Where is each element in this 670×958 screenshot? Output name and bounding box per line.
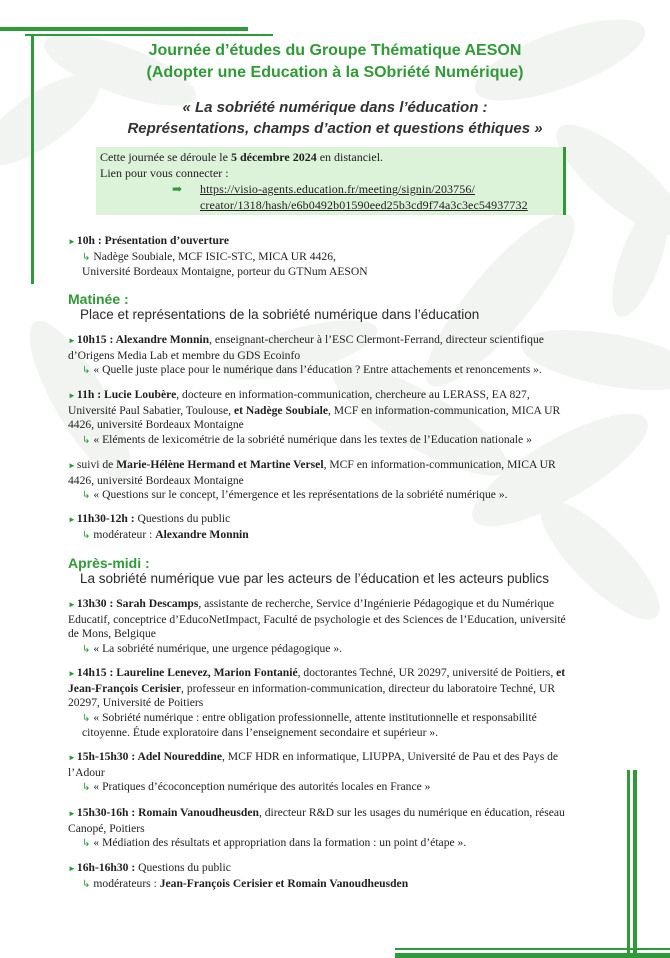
visio-link[interactable]: https://visio-agents.education.fr/meeting/signin/203756/ creator/1318/hash/e6b0492b01590eed25b3cd9f74a3c3ec54937732 — [200, 182, 528, 212]
return-arrow-icon: ↳ — [82, 643, 91, 655]
afternoon-label: Après-midi : — [68, 555, 150, 571]
afternoon-qa: ►16h-16h30 : Questions du public ↳ modérateurs : Jean-François Cerisier et Romain Vanoudheusden — [68, 861, 409, 890]
event-subtitle: « La sobriété numérique dans l’éducation : Représentations, champs d’action et questions éthiques » — [127, 99, 543, 137]
return-arrow-icon: ↳ — [82, 251, 91, 263]
info-box: Cette journée se déroule le 5 décembre 2024 en distanciel. Lien pour vous connecter : ➡ https://visio-agents.education.fr/meeting/signin/203756/ creator/1318/hash/e6b0492b01590eed25b3cd9f74a3c3ec54937732 — [96, 147, 566, 215]
return-arrow-icon: ↳ — [82, 838, 91, 849]
bullet-icon: ► — [68, 600, 76, 609]
bullet-icon: ► — [68, 864, 76, 873]
bullet-icon: ► — [68, 515, 76, 524]
bullet-icon: ► — [68, 391, 76, 400]
afternoon-title: La sobriété numérique vue par les acteurs de l’éducation et les acteurs publics — [80, 571, 550, 586]
return-arrow-icon: ↳ — [82, 712, 91, 724]
arrow-right-icon: ➡ — [172, 182, 183, 196]
opening-item: ►10h : Présentation d’ouverture ↳ Nadège Soubiale, MCF ISIC-STC, MICA UR 4426, Université Bordeaux Montaigne, porteur du GTNum AESON — [68, 234, 368, 278]
bullet-icon: ► — [68, 753, 76, 762]
return-arrow-icon: ↳ — [82, 434, 91, 446]
bullet-icon: ► — [68, 336, 76, 345]
morning-qa: ►11h30-12h : Questions du public ↳ modérateur : Alexandre Monnin — [68, 512, 249, 541]
bullet-icon: ► — [68, 461, 76, 470]
return-arrow-icon: ↳ — [82, 365, 91, 376]
return-arrow-icon: ↳ — [82, 490, 91, 501]
return-arrow-icon: ↳ — [82, 529, 91, 541]
bullet-icon: ► — [68, 669, 76, 678]
event-date: 5 décembre 2024 — [230, 150, 317, 164]
afternoon-session-4: ►15h30-16h : Romain Vanoudheusden, directeur R&D sur les usages du numérique en éducation, réseau Canopé, Poitiers ↳ « Médiation des résultats et appropriation dans la formation : un point d’étape ». — [68, 806, 565, 849]
return-arrow-icon: ↳ — [82, 782, 91, 793]
morning-session-3: ►suivi de Marie-Hélène Hermand et Martine Versel, MCF en information-communication, MICA UR 4426, université Bordeaux Montaigne ↳ « Questions sur le concept, l’émergence et les représentations de la sobriété numérique ». — [68, 458, 556, 501]
event-title: Journée d’études du Groupe Thématique AESON (Adopter une Education à la SObriété Numérique) — [146, 42, 524, 81]
afternoon-session-2: ►14h15 : Laureline Lenevez, Marion Fontanié, doctorantes Techné, UR 20297, université de Poitiers, et Jean-François Cerisier, professeur en information-communication, directeur du laboratoire Techné, UR 20297, Université de Poitiers ↳ « Sobriété numérique : entre obligation professionnelle, attente institutionnelle et responsabilité citoyenne. Étude exploratoire dans l’enseignement secondaire et supérieur ». — [68, 666, 566, 739]
bullet-icon: ► — [68, 809, 76, 818]
afternoon-session-1: ►13h30 : Sarah Descamps, assistante de recherche, Service d’Ingénierie Pédagogique et du Numérique Educatif, conceptrice d’EducoNetImpact, Faculté de psychologie et des Sciences de l’Education, université de Mons, Belgique ↳ « La sobriété numérique, une urgence pédagogique ». — [68, 597, 566, 655]
afternoon-session-3: ►15h-15h30 : Adel Noureddine, MCF HDR en informatique, LIUPPA, Université de Pau et des Pays de l’Adour ↳ « Pratiques d’écoconception numérique des autorités locales en France » — [68, 750, 559, 793]
bullet-icon: ► — [68, 237, 76, 246]
morning-session-1: ►10h15 : Alexandre Monnin, enseignant-chercheur à l’ESC Clermont-Ferrand, directeur scientifique d’Origens Media Lab et membre du GDS Ecoinfo ↳ « Quelle juste place pour le numérique dans l’éducation ? Entre attachements et renoncements ». — [68, 333, 544, 376]
morning-label: Matinée : — [68, 291, 129, 307]
morning-session-2: ►11h : Lucie Loubère, docteure en information-communication, chercheure au LERASS, EA 827, Université Paul Sabatier, Toulouse, et Nadège Soubiale, MCF en information-communication, MICA UR 4426, université Bordeaux Montaigne ↳ « Eléments de lexicométrie de la sobriété numérique dans les textes de l’Education nationale » — [68, 388, 561, 446]
morning-title: Place et représentations de la sobriété numérique dans l’éducation — [80, 307, 480, 322]
return-arrow-icon: ↳ — [82, 878, 91, 890]
